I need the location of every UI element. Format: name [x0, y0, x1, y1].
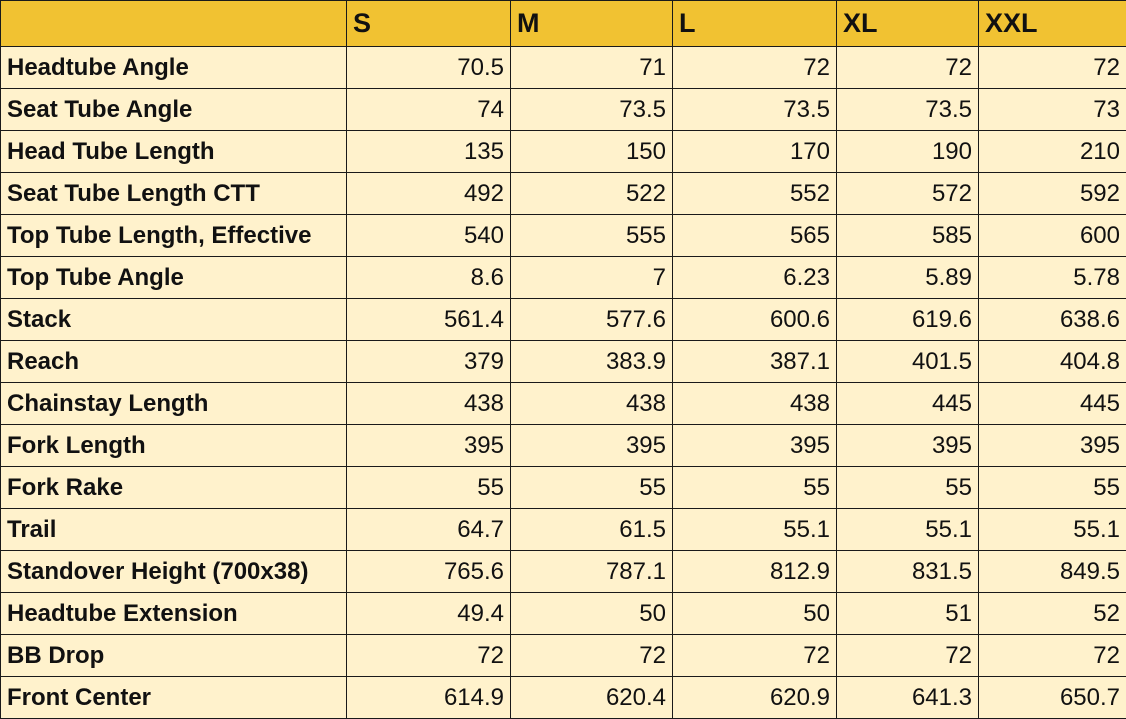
- header-size-m[interactable]: M: [511, 1, 673, 47]
- header-corner-cell[interactable]: [1, 1, 347, 47]
- value-cell[interactable]: 190: [837, 131, 979, 173]
- value-cell[interactable]: 61.5: [511, 509, 673, 551]
- header-row: [1, 1, 1126, 47]
- table-row: [1, 215, 1126, 257]
- value-cell[interactable]: 72: [837, 47, 979, 89]
- value-cell[interactable]: 787.1: [511, 551, 673, 593]
- value-cell[interactable]: 72: [673, 635, 837, 677]
- value-cell[interactable]: 552: [673, 173, 837, 215]
- row-label-cell[interactable]: Seat Tube Length CTT: [1, 173, 347, 215]
- value-cell[interactable]: 383.9: [511, 341, 673, 383]
- value-cell[interactable]: 438: [673, 383, 837, 425]
- value-cell[interactable]: 8.6: [347, 257, 511, 299]
- value-cell[interactable]: 522: [511, 173, 673, 215]
- row-label-cell[interactable]: Top Tube Angle: [1, 257, 347, 299]
- value-cell[interactable]: 765.6: [347, 551, 511, 593]
- value-cell[interactable]: 5.89: [837, 257, 979, 299]
- value-cell[interactable]: 577.6: [511, 299, 673, 341]
- value-cell[interactable]: 70.5: [347, 47, 511, 89]
- table-row: [1, 173, 1126, 215]
- value-cell[interactable]: 438: [347, 383, 511, 425]
- value-cell[interactable]: 55.1: [837, 509, 979, 551]
- value-cell[interactable]: 73.5: [837, 89, 979, 131]
- value-cell[interactable]: 492: [347, 173, 511, 215]
- row-label-cell[interactable]: Seat Tube Angle: [1, 89, 347, 131]
- table-row: [1, 509, 1126, 551]
- value-cell[interactable]: 395: [511, 425, 673, 467]
- table-row: [1, 551, 1126, 593]
- value-cell[interactable]: 210: [979, 131, 1126, 173]
- value-cell[interactable]: 72: [979, 635, 1126, 677]
- header-size-l[interactable]: L: [673, 1, 837, 47]
- table-row: [1, 341, 1126, 383]
- value-cell[interactable]: 620.4: [511, 677, 673, 719]
- value-cell[interactable]: 72: [511, 635, 673, 677]
- table-row: [1, 425, 1126, 467]
- value-cell[interactable]: 395: [837, 425, 979, 467]
- value-cell[interactable]: 55: [837, 467, 979, 509]
- value-cell[interactable]: 7: [511, 257, 673, 299]
- value-cell[interactable]: 170: [673, 131, 837, 173]
- value-cell[interactable]: 72: [673, 47, 837, 89]
- row-label-cell[interactable]: Stack: [1, 299, 347, 341]
- value-cell[interactable]: 73.5: [511, 89, 673, 131]
- value-cell[interactable]: 50: [673, 593, 837, 635]
- value-cell[interactable]: 64.7: [347, 509, 511, 551]
- value-cell[interactable]: 619.6: [837, 299, 979, 341]
- value-cell[interactable]: 641.3: [837, 677, 979, 719]
- value-cell[interactable]: 51: [837, 593, 979, 635]
- value-cell[interactable]: 55.1: [979, 509, 1126, 551]
- value-cell[interactable]: 555: [511, 215, 673, 257]
- row-label-cell[interactable]: Fork Rake: [1, 467, 347, 509]
- row-label-cell[interactable]: Headtube Angle: [1, 47, 347, 89]
- row-label-cell[interactable]: Top Tube Length, Effective: [1, 215, 347, 257]
- value-cell[interactable]: 55: [979, 467, 1126, 509]
- value-cell[interactable]: 600.6: [673, 299, 837, 341]
- table-body: [1, 47, 1126, 719]
- value-cell[interactable]: 395: [347, 425, 511, 467]
- table-row: [1, 635, 1126, 677]
- value-cell[interactable]: 585: [837, 215, 979, 257]
- value-cell[interactable]: 49.4: [347, 593, 511, 635]
- value-cell[interactable]: 150: [511, 131, 673, 173]
- value-cell[interactable]: 614.9: [347, 677, 511, 719]
- table-row: [1, 47, 1126, 89]
- header-size-xxl[interactable]: XXL: [979, 1, 1126, 47]
- value-cell[interactable]: 404.8: [979, 341, 1126, 383]
- value-cell[interactable]: 55: [347, 467, 511, 509]
- value-cell[interactable]: 638.6: [979, 299, 1126, 341]
- table-row: [1, 383, 1126, 425]
- value-cell[interactable]: 600: [979, 215, 1126, 257]
- value-cell[interactable]: 52: [979, 593, 1126, 635]
- row-label-cell[interactable]: Headtube Extension: [1, 593, 347, 635]
- value-cell[interactable]: 831.5: [837, 551, 979, 593]
- value-cell[interactable]: 438: [511, 383, 673, 425]
- value-cell[interactable]: 73.5: [673, 89, 837, 131]
- value-cell[interactable]: 74: [347, 89, 511, 131]
- value-cell[interactable]: 72: [347, 635, 511, 677]
- value-cell[interactable]: 395: [979, 425, 1126, 467]
- row-label-cell[interactable]: BB Drop: [1, 635, 347, 677]
- value-cell[interactable]: 620.9: [673, 677, 837, 719]
- value-cell[interactable]: 445: [837, 383, 979, 425]
- table-row: [1, 467, 1126, 509]
- value-cell[interactable]: 55: [673, 467, 837, 509]
- table-row: [1, 593, 1126, 635]
- row-label-cell[interactable]: Standover Height (700x38): [1, 551, 347, 593]
- value-cell[interactable]: 540: [347, 215, 511, 257]
- value-cell[interactable]: 379: [347, 341, 511, 383]
- row-label-cell[interactable]: Front Center: [1, 677, 347, 719]
- row-label-cell[interactable]: Fork Length: [1, 425, 347, 467]
- value-cell[interactable]: 55: [511, 467, 673, 509]
- table-row: [1, 131, 1126, 173]
- value-cell[interactable]: 650.7: [979, 677, 1126, 719]
- row-label-cell[interactable]: Trail: [1, 509, 347, 551]
- row-label-cell[interactable]: Head Tube Length: [1, 131, 347, 173]
- value-cell[interactable]: 561.4: [347, 299, 511, 341]
- header-size-xl[interactable]: XL: [837, 1, 979, 47]
- value-cell[interactable]: 565: [673, 215, 837, 257]
- value-cell[interactable]: 135: [347, 131, 511, 173]
- header-size-s[interactable]: S: [347, 1, 511, 47]
- value-cell[interactable]: 6.23: [673, 257, 837, 299]
- value-cell[interactable]: 812.9: [673, 551, 837, 593]
- value-cell[interactable]: 73: [979, 89, 1126, 131]
- value-cell[interactable]: 71: [511, 47, 673, 89]
- value-cell[interactable]: 55.1: [673, 509, 837, 551]
- row-label-cell[interactable]: Chainstay Length: [1, 383, 347, 425]
- table-row: [1, 677, 1126, 719]
- row-label-cell[interactable]: Reach: [1, 341, 347, 383]
- value-cell[interactable]: 5.78: [979, 257, 1126, 299]
- value-cell[interactable]: 72: [837, 635, 979, 677]
- value-cell[interactable]: 50: [511, 593, 673, 635]
- table-row: [1, 257, 1126, 299]
- value-cell[interactable]: 387.1: [673, 341, 837, 383]
- value-cell[interactable]: 401.5: [837, 341, 979, 383]
- value-cell[interactable]: 849.5: [979, 551, 1126, 593]
- table-row: [1, 89, 1126, 131]
- value-cell[interactable]: 395: [673, 425, 837, 467]
- table-row: [1, 299, 1126, 341]
- value-cell[interactable]: 592: [979, 173, 1126, 215]
- value-cell[interactable]: 72: [979, 47, 1126, 89]
- value-cell[interactable]: 572: [837, 173, 979, 215]
- value-cell[interactable]: 445: [979, 383, 1126, 425]
